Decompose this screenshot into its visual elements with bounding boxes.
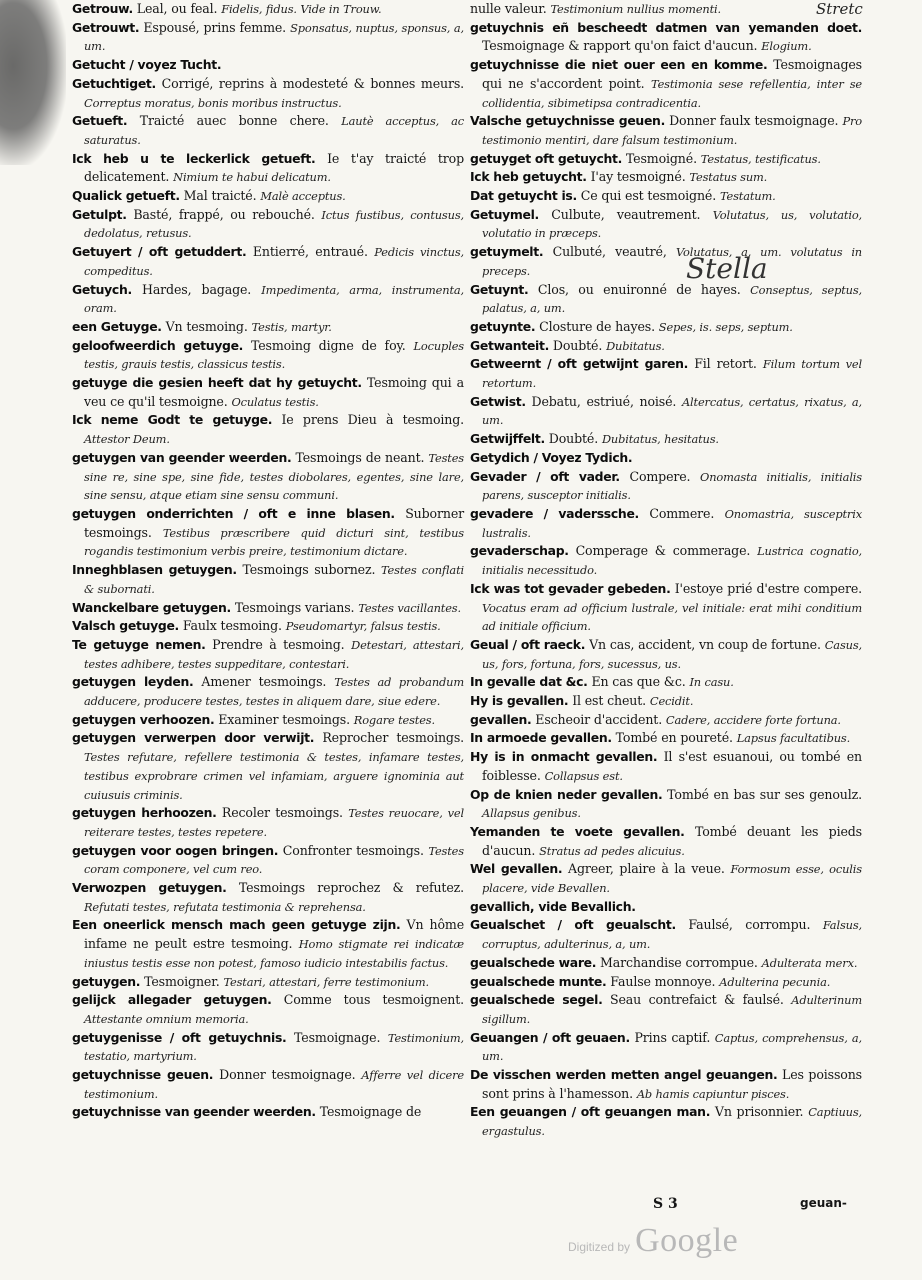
entry-headword: Getwanteit. (470, 337, 550, 353)
dictionary-entry (72, 804, 464, 841)
dictionary-entry (72, 711, 464, 730)
entry-headword: Geual / oft raeck. (470, 636, 586, 652)
entry-french: Escheoir d'accident. (535, 711, 663, 727)
entry-latin: Ab hamis capiuntur pisces. (636, 1086, 790, 1101)
entry-headword: In armoede gevallen. (470, 730, 612, 746)
entry-latin: Fidelis, fidus. Vide in Trouw. (221, 2, 382, 16)
entry-headword: gevallich, vide Bevallich. (470, 898, 636, 914)
entry-headword: De visschen werden metten angel geuangen. (470, 1067, 778, 1083)
dictionary-entry (470, 823, 862, 860)
entry-headword: Geuangen / oft geuaen. (470, 1029, 630, 1045)
dictionary-entry (72, 916, 464, 972)
dictionary-entry (72, 150, 464, 187)
entry-french: I'ay tesmoigné. (590, 169, 686, 185)
entry-french: Culbuté, veautré, (552, 244, 667, 260)
entry-french: Prins captif. (634, 1029, 711, 1045)
entry-french: Tesmoignage. (294, 1029, 381, 1045)
entry-headword: Hy is in onmacht gevallen. (470, 749, 658, 765)
entry-headword: Op de knien neder gevallen. (470, 786, 663, 802)
entry-headword: Getulpt. (72, 206, 127, 222)
entry-headword: Qualick getueft. (72, 188, 180, 204)
entry-latin: Falsus, corruptus, adulterinus, a, um. (482, 918, 862, 952)
page-damage-stain (0, 0, 66, 165)
entry-headword: Getuchtiget. (72, 75, 156, 91)
dictionary-entry (470, 954, 862, 973)
entry-headword: Getrouwt. (72, 19, 140, 35)
entry-french: Traicté auec bonne chere. (139, 113, 329, 129)
dictionary-entry (470, 281, 862, 318)
entry-headword: Valsch getuyge. (72, 618, 179, 634)
entry-headword: gelijck allegader getuygen. (72, 992, 272, 1008)
dictionary-entry (470, 56, 862, 112)
entry-headword: Inneghblasen getuygen. (72, 562, 237, 578)
entry-latin: Testatum. (719, 189, 776, 204)
entry-headword: Een oneerlick mensch mach geen getuyge zijn. (72, 917, 401, 933)
entry-headword: getuygen verwerpen door verwijt. (72, 730, 315, 746)
entry-headword: Getwijffelt. (470, 431, 545, 447)
dictionary-entry (470, 786, 862, 823)
entry-headword: Ick heb getuycht. (470, 169, 587, 185)
entry-french: Commere. (649, 505, 715, 521)
entry-headword: getuygen van geender weerden. (72, 449, 292, 465)
entry-latin: Oculatus testis. (231, 394, 319, 409)
entry-headword: Yemanden te voete gevallen. (470, 823, 685, 839)
entry-latin: Attestor Deum. (84, 432, 170, 447)
entry-latin: Testis, martyr. (251, 319, 332, 334)
dictionary-entry (470, 355, 862, 392)
dictionary-entry (72, 187, 464, 206)
dictionary-entry (72, 337, 464, 374)
dictionary-entry (470, 580, 862, 636)
entry-headword: geualschede ware. (470, 954, 597, 970)
dictionary-entry (470, 0, 862, 19)
dictionary-entry (470, 468, 862, 505)
entry-latin: Testes reuocare, vel reiterare testes, testes repetere. (84, 806, 464, 839)
entry-latin: Testatus sum. (689, 170, 768, 185)
entry-headword: getuygen herhoozen. (72, 805, 217, 821)
entry-french: Faulse monnoye. (610, 973, 716, 989)
entry-latin: Collapsus est. (544, 768, 623, 783)
entry-headword: Getuynt. (470, 281, 529, 297)
dictionary-entry (470, 150, 862, 169)
entry-headword: getuychnisse van geender weerden. (72, 1104, 316, 1120)
entry-headword: getuychnisse geuen. (72, 1067, 214, 1083)
entry-latin: Testes sine re, sine spe, sine fide, testes diobolares, egentes, sine lare, sine sensu, atque etiam sine sensu communi. (84, 450, 464, 503)
entry-latin: Onomasta initialis, initialis parens, susceptor initialis. (482, 469, 862, 503)
dictionary-entry (72, 0, 464, 19)
entry-latin: Cadere, accidere forte fortuna. (665, 712, 841, 727)
dictionary-entry (470, 168, 862, 187)
handwritten-note: Stretc (816, 0, 863, 18)
entry-french: Vn hôme infame ne peult estre tesmoing. (84, 917, 465, 952)
entry-latin: Correptus moratus, bonis moribus instructus. (84, 95, 342, 110)
entry-french: Examiner tesmoings. (218, 711, 350, 727)
entry-headword: getuyge die gesien heeft dat hy getuycht. (72, 375, 362, 391)
entry-headword: Getueft. (72, 113, 128, 129)
entry-latin: Rogare testes. (353, 712, 435, 727)
dictionary-entry (470, 711, 862, 730)
entry-french: Tesmoings varians. (234, 599, 355, 615)
dictionary-entry (470, 673, 862, 692)
entry-french: Amener tesmoings. (201, 674, 327, 690)
dictionary-entry (470, 206, 862, 243)
dictionary-entry (470, 1103, 862, 1140)
entry-headword: geloofweerdich getuyge. (72, 337, 244, 353)
digitized-by-google (568, 1222, 738, 1260)
entry-french: nulle valeur. (470, 1, 547, 16)
entry-headword: Verwozpen getuygen. (72, 880, 227, 896)
dictionary-entry (470, 860, 862, 897)
handwritten-scribble: Stella (686, 252, 768, 285)
entry-latin: In casu. (689, 675, 734, 690)
entry-latin: Testes conflati & subornati. (84, 563, 464, 596)
dictionary-entry (72, 206, 464, 243)
entry-latin: Lapsus facultatibus. (736, 731, 851, 746)
entry-french: Tesmoigner. (144, 973, 220, 989)
dictionary-entry (470, 729, 862, 748)
entry-french: Reprocher tesmoings. (322, 730, 464, 746)
entry-headword: Getuyert / oft getuddert. (72, 244, 247, 260)
dictionary-entry (72, 112, 464, 149)
entry-latin: Volutatus, us, volutatio, volutatio in præceps. (482, 207, 863, 241)
entry-french: Les poissons sont prins à l'hamesson. (482, 1067, 862, 1101)
entry-latin: Stratus ad pedes alicuius. (539, 843, 685, 858)
entry-headword: Dat getuycht is. (470, 188, 577, 204)
entry-latin: Onomastria, susceptrix lustralis. (482, 506, 862, 540)
entry-french: Comme tous tesmoignent. (283, 992, 464, 1008)
dictionary-entry (72, 991, 464, 1028)
entry-headword: getuygenisse / oft getuychnis. (72, 1029, 287, 1045)
entry-french: Ce qui est tesmoigné. (580, 188, 717, 204)
entry-french: Tesmoings subornez. (242, 562, 376, 578)
entry-latin: Locuples testis, grauis testis, classicus testis. (84, 338, 464, 372)
entry-french: Tesmoings de neant. (295, 449, 425, 465)
entry-headword: getuymelt. (470, 244, 544, 260)
entry-french: Culbute, veautrement. (551, 206, 701, 222)
entry-headword: Hy is gevallen. (470, 693, 569, 709)
entry-latin: Pro testimonio mentiri, dare falsum testimonium. (482, 114, 863, 147)
entry-latin: Testibus præscribere quid dicturi sint, testibus rogandis testimonium verbis preire, testimonium dictare. (84, 525, 464, 559)
entry-latin: Dubitatus, hesitatus. (601, 432, 719, 447)
dictionary-entry (470, 393, 862, 430)
entry-latin: Testes vacillantes. (358, 600, 461, 615)
entry-latin: Testari, attestari, ferre testimonium. (223, 974, 429, 989)
entry-headword: getuygen. (72, 973, 141, 989)
entry-headword: Wanckelbare getuygen. (72, 599, 231, 615)
entry-latin: Testes ad probandum adducere, producere testes, testes in aliquem dare, siue edere. (84, 675, 464, 709)
dictionary-entry (470, 430, 862, 449)
entry-latin: Cecidit. (649, 694, 694, 709)
entry-latin: Detestari, attestari, testes adhibere, testes suppeditare, contestari. (84, 637, 464, 671)
dictionary-entry (72, 19, 464, 56)
entry-latin: Adulterina pecunia. (719, 974, 831, 989)
dictionary-entry (72, 318, 464, 337)
entry-latin: Altercatus, certatus, rixatus, a, um. (482, 394, 862, 428)
entry-latin: Allapsus genibus. (482, 806, 581, 821)
entry-french: Tesmoignage de (319, 1104, 422, 1120)
entry-headword: Geualschet / oft geualscht. (470, 917, 676, 933)
dictionary-entry (72, 973, 464, 992)
entry-french: Ie t'ay traicté trop delicatement. (84, 150, 464, 185)
dictionary-entry (72, 411, 464, 448)
dictionary-entry (72, 75, 464, 112)
catchword: geuan- (800, 1196, 847, 1210)
dictionary-entry (470, 505, 862, 542)
entry-latin: Captiuus, ergastulus. (482, 1105, 862, 1139)
entry-headword: Getucht / voyez Tucht. (72, 57, 222, 73)
dictionary-entry (470, 1029, 862, 1066)
entry-headword: geualschede munte. (470, 973, 607, 989)
entry-french: Tesmoigné. (625, 150, 697, 166)
entry-french: Corrigé, reprins à modesteté & bonnes meurs. (161, 75, 464, 91)
entry-headword: getuygen voor oogen bringen. (72, 842, 279, 858)
entry-latin: Homo stigmate rei indicatæ iniustus testis esse non potest, famoso iudicio intestabilis factus. (84, 937, 464, 970)
entry-latin: Adulterinum sigillum. (482, 993, 862, 1026)
entry-latin: Testimonium, testatio, martyrium. (84, 1030, 465, 1064)
entry-french: Faulsé, corrompu. (688, 917, 811, 933)
entry-french: Tesmoing digne de foy. (250, 337, 406, 353)
entry-french: Espousé, prins femme. (143, 19, 287, 35)
entry-latin: Dubitatus. (606, 338, 665, 353)
entry-headword: Een geuangen / oft geuangen man. (470, 1104, 711, 1120)
entry-latin: Refutati testes, refutata testimonia & reprehensa. (84, 899, 366, 914)
dictionary-entry (470, 112, 862, 149)
entry-french: Recoler tesmoings. (221, 805, 343, 821)
dictionary-entry (470, 1066, 862, 1103)
entry-headword: getuygen onderrichten / oft e inne blasen. (72, 505, 395, 521)
entry-french: Confronter tesmoings. (282, 842, 424, 858)
entry-headword: Getydich / Voyez Tydich. (470, 449, 633, 465)
entry-headword: getuygen verhoozen. (72, 711, 215, 727)
entry-latin: Formosum esse, oculis placere, vide Bevallen. (482, 862, 862, 896)
entry-latin: Vocatus eram ad officium lustrale, vel initiale: erat mihi conditium ad initiale officium. (482, 600, 862, 634)
entry-french: Tesmoignages qui ne s'accordent point. (482, 57, 862, 91)
entry-french: Donner faulx tesmoignage. (669, 113, 839, 129)
entry-french: Tombé en bas sur ses genoulz. (667, 786, 862, 802)
entry-latin: Pseudomartyr, falsus testis. (285, 619, 441, 634)
entry-latin: Impedimenta, arma, instrumenta, oram. (84, 282, 464, 316)
entry-french: I'estoye prié d'estre compere. (674, 580, 862, 596)
dictionary-entry (72, 374, 464, 411)
entry-headword: Wel gevallen. (470, 861, 563, 877)
dictionary-entry (72, 879, 464, 916)
entry-latin: Testimonia sese refellentia, inter se collidentia, sibimetipsa contradicentia. (482, 76, 862, 110)
entry-french: En cas que &c. (591, 674, 686, 690)
entry-french: Leal, ou feal. (136, 1, 218, 16)
entry-french: Prendre à tesmoing. (212, 636, 345, 652)
dictionary-entry (72, 243, 464, 280)
entry-latin: Testatus, testificatus. (700, 151, 821, 166)
entry-headword: een Getuyge. (72, 318, 162, 334)
entry-latin: Captus, comprehensus, a, um. (482, 1030, 862, 1064)
entry-latin: Elogium. (761, 39, 812, 54)
entry-french: Vn tesmoing. (165, 318, 248, 334)
dictionary-entry (470, 449, 862, 468)
entry-french: Faulx tesmoing. (182, 618, 282, 634)
dictionary-entry (72, 561, 464, 598)
entry-french: Tombé deuant les pieds d'aucun. (482, 823, 862, 858)
entry-latin: Adulterata merx. (761, 955, 858, 970)
right-column (470, 0, 862, 1141)
dictionary-entry (72, 636, 464, 673)
entry-headword: getuyget oft getuycht. (470, 150, 623, 166)
dictionary-entry (72, 842, 464, 879)
entry-headword: gevallen. (470, 711, 532, 727)
entry-french: Il s'est esuanoui, ou tombé en foiblesse. (482, 749, 862, 783)
entry-headword: getuychnis eñ bescheedt datmen van yemanden doet. (470, 19, 862, 35)
entry-french: Tesmoignage & rapport qu'on faict d'aucun. (482, 38, 758, 54)
entry-headword: Ick heb u te leckerlick getueft. (72, 150, 316, 166)
entry-french: Comperage & commerage. (575, 543, 751, 559)
left-column (72, 0, 464, 1122)
entry-french: Agreer, plaire à la veue. (568, 861, 725, 877)
dictionary-entry (470, 243, 862, 280)
dictionary-entry (72, 673, 464, 710)
entry-french: Fil retort. (694, 356, 757, 372)
dictionary-entry (470, 973, 862, 992)
dictionary-entry (72, 1029, 464, 1066)
entry-latin: Nimium te habui delicatum. (173, 170, 331, 185)
entry-french: Closture de hayes. (539, 318, 655, 334)
dictionary-entry (470, 748, 862, 785)
entry-french: Seau contrefaict & faulsé. (609, 992, 784, 1008)
dictionary-entry (470, 898, 862, 917)
dictionary-entry (72, 1066, 464, 1103)
entry-french: Debatu, estriué, noisé. (531, 393, 677, 409)
digitized-prefix: Digitized by (568, 1240, 631, 1254)
entry-french: Donner tesmoignage. (219, 1067, 356, 1083)
entry-headword: Valsche getuychnisse geuen. (470, 113, 665, 129)
dictionary-entry (470, 692, 862, 711)
google-logo: Google (635, 1222, 739, 1259)
entry-french: Entierré, entraué. (252, 244, 368, 260)
entry-french: Doubté. (548, 431, 599, 447)
entry-latin: Ictus fustibus, contusus, dedolatus, retusus. (84, 207, 464, 241)
entry-french: Vn cas, accident, vn coup de fortune. (589, 636, 821, 652)
dictionary-entry (72, 449, 464, 505)
entry-latin: Sponsatus, nuptus, sponsus, a, um. (84, 20, 465, 54)
entry-french: Ie prens Dieu à tesmoing. (281, 412, 464, 428)
dictionary-entry (470, 916, 862, 953)
dictionary-entry (72, 599, 464, 618)
entry-latin: Afferre vel dicere testimonium. (84, 1068, 465, 1101)
entry-latin: Volutatus, a, um. volutatus in preceps. (482, 245, 862, 278)
entry-french: Doubté. (552, 337, 603, 353)
entry-latin: Pedicis vinctus, compeditus. (84, 245, 464, 278)
dictionary-entry (72, 505, 464, 561)
entry-latin: Testes refutare, refellere testimonia & testes, infamare testes, testibus exprobrare crimen vel infamiam, arguere ignominia aut cuiusuis criminis. (84, 750, 464, 802)
dictionary-entry (72, 1103, 464, 1122)
entry-latin: Testes coram componere, vel cum reo. (84, 843, 464, 877)
entry-french: Clos, ou enuironné de hayes. (537, 281, 741, 297)
entry-french: Vn prisonnier. (714, 1104, 804, 1120)
dictionary-entry (72, 56, 464, 75)
dictionary-entry (470, 318, 862, 337)
dictionary-entry (470, 19, 862, 56)
entry-latin: Conseptus, septus, palatus, a, um. (482, 282, 863, 316)
entry-headword: Getweernt / oft getwijnt garen. (470, 356, 689, 372)
entry-headword: Gevader / oft vader. (470, 468, 620, 484)
entry-headword: Getrouw. (72, 1, 133, 16)
dictionary-entry (72, 281, 464, 318)
dictionary-entry (72, 617, 464, 636)
entry-french: Compere. (629, 468, 691, 484)
entry-latin: Testimonium nullius momenti. (550, 2, 721, 16)
entry-french: Mal traicté. (183, 188, 257, 204)
entry-french: Marchandise corrompue. (600, 954, 758, 970)
entry-latin: Filum tortum vel retortum. (482, 357, 862, 391)
entry-headword: In gevalle dat &c. (470, 674, 588, 690)
entry-french: Basté, frappé, ou rebouché. (133, 206, 315, 222)
dictionary-entry (470, 187, 862, 206)
entry-french: Suborner tesmoings. (84, 505, 464, 540)
entry-headword: Ick was tot gevader gebeden. (470, 580, 671, 596)
entry-headword: Getwist. (470, 393, 526, 409)
entry-latin: Malè acceptus. (260, 189, 346, 204)
entry-latin: Attestante omnium memoria. (84, 1011, 249, 1026)
entry-headword: getuygen leyden. (72, 674, 194, 690)
entry-latin: Lautè acceptus, ac saturatus. (84, 114, 465, 147)
entry-french: Tesmoing qui a veu ce qu'il tesmoigne. (84, 375, 464, 409)
entry-french: Tombé en poureté. (615, 730, 733, 746)
entry-headword: getuychnisse die niet ouer een en komme. (470, 57, 768, 73)
dictionary-entry (72, 729, 464, 804)
dictionary-entry (470, 636, 862, 673)
entry-latin: Sepes, is. seps, septum. (658, 319, 793, 334)
entry-french: Il est cheut. (572, 693, 647, 709)
dictionary-entry (470, 991, 862, 1028)
entry-headword: geualschede segel. (470, 992, 603, 1008)
entry-headword: Getuymel. (470, 206, 539, 222)
entry-latin: Lustrica cognatio, initialis necessitudo. (482, 544, 862, 578)
dictionary-entry (470, 542, 862, 579)
entry-french: Hardes, bagage. (141, 281, 252, 297)
dictionary-entry (470, 337, 862, 356)
signature-mark: S 3 (653, 1196, 678, 1212)
entry-headword: Getuych. (72, 281, 132, 297)
entry-headword: gevadere / vaderssche. (470, 505, 639, 521)
entry-headword: Te getuyge nemen. (72, 636, 206, 652)
entry-french: Tesmoings reprochez & refutez. (238, 880, 464, 896)
entry-headword: gevaderschap. (470, 543, 569, 559)
entry-headword: Ick neme Godt te getuyge. (72, 412, 273, 428)
entry-latin: Casus, us, fors, fortuna, fors, sucessus, us. (482, 637, 862, 671)
entry-headword: getuynte. (470, 318, 536, 334)
